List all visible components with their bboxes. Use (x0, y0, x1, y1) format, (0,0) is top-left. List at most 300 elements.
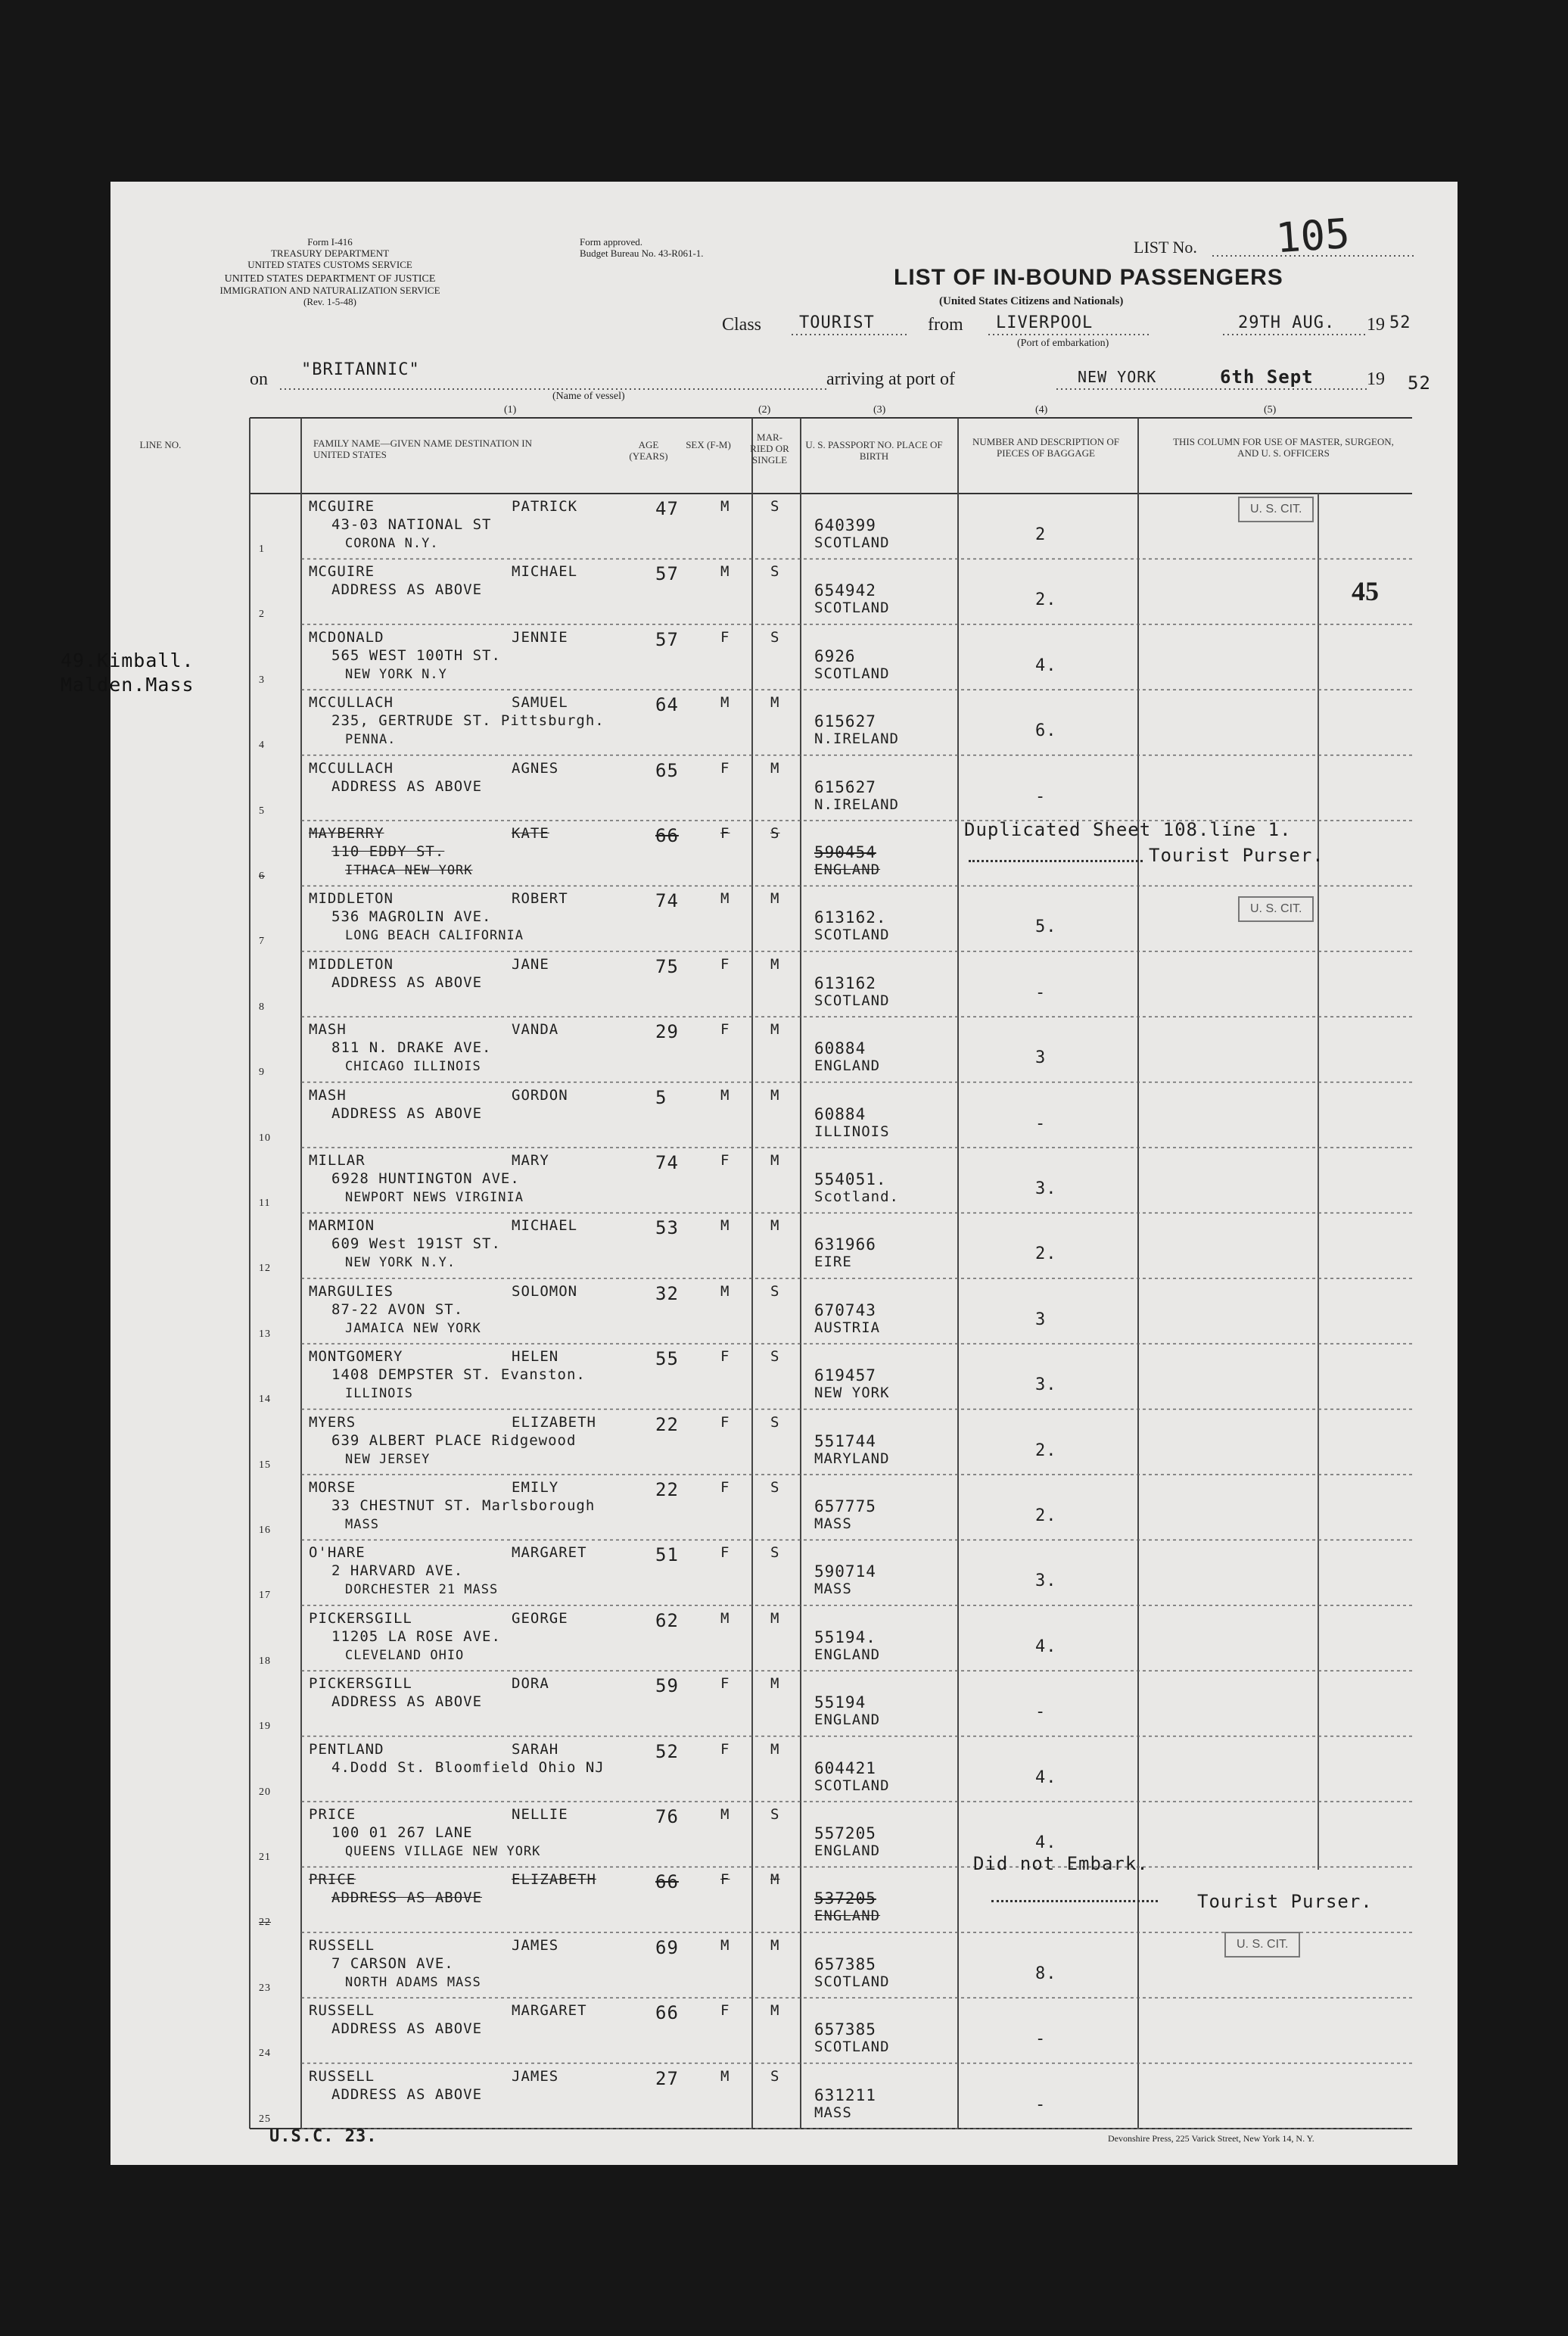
sex: M (720, 890, 730, 908)
family-name: PENTLAND (309, 1740, 384, 1758)
family-name: MCCULLACH (309, 694, 394, 712)
marital-status: M (770, 694, 780, 712)
line-number: 15 (259, 1459, 271, 1471)
baggage-count: 8. (1035, 1964, 1057, 1983)
family-name: RUSSELL (309, 2067, 375, 2085)
port-embark-caption: (Port of embarkation) (1017, 338, 1109, 349)
passport-number: 657385 (814, 2020, 876, 2039)
marital-status: M (770, 2002, 780, 2020)
line-number: 5 (259, 805, 265, 817)
family-name: RUSSELL (309, 1936, 375, 1954)
family-name: MARGULIES (309, 1282, 394, 1300)
place-of-birth: N.IRELAND (814, 730, 899, 748)
arriving-label: arriving at port of (826, 369, 955, 389)
sex: F (720, 1740, 730, 1758)
age: 57 (655, 628, 679, 650)
marital-status: M (770, 955, 780, 973)
col-header-baggage: NUMBER AND DESCRIPTION OF PIECES OF BAGGAGE (972, 436, 1119, 459)
marital-status: S (770, 1282, 780, 1300)
address-line-2: JAMAICA NEW YORK (345, 1320, 481, 1336)
marital-status: M (770, 1609, 780, 1627)
address-line-1: 100 01 267 LANE (331, 1824, 473, 1841)
table-row (110, 1736, 1412, 1802)
place-of-birth: SCOTLAND (814, 1777, 890, 1794)
given-name: GEORGE (512, 1609, 568, 1627)
sex: F (720, 1675, 730, 1693)
address-line-1: ADDRESS AS ABOVE (331, 777, 483, 795)
age: 62 (655, 1609, 679, 1631)
passport-number: 654942 (814, 581, 876, 600)
sex: F (720, 759, 730, 777)
age: 27 (655, 2067, 679, 2089)
table-row (110, 1409, 1412, 1475)
address-line-1: 43-03 NATIONAL ST (331, 516, 492, 533)
line-number: 14 (259, 1394, 271, 1406)
sex: F (720, 1152, 730, 1169)
address-line-1: ADDRESS AS ABOVE (331, 973, 483, 991)
given-name: ROBERT (512, 890, 568, 908)
arrival-port: NEW YORK (1078, 368, 1157, 386)
sex: F (720, 825, 730, 842)
given-name: KATE (512, 825, 549, 842)
line-number: 23 (259, 1982, 271, 1994)
col-num-4: (4) (1035, 404, 1048, 416)
given-name: MARGARET (512, 1544, 587, 1562)
place-of-birth: SCOTLAND (814, 534, 890, 551)
line-number: 2 (259, 609, 265, 621)
given-name: HELEN (512, 1348, 559, 1366)
form-title: LIST OF IN-BOUND PASSENGERS (894, 265, 1283, 290)
passport-number: 60884 (814, 1039, 866, 1058)
age: 69 (655, 1936, 679, 1958)
place-of-birth: ENGLAND (814, 1842, 881, 1859)
age: 74 (655, 890, 679, 912)
place-of-birth: SCOTLAND (814, 665, 890, 682)
given-name: DORA (512, 1675, 549, 1693)
age: 53 (655, 1217, 679, 1239)
vessel-caption: (Name of vessel) (552, 391, 625, 402)
address-line-1: 639 ALBERT PLACE Ridgewood (331, 1431, 577, 1449)
col-header-age: AGE (YEARS) (629, 439, 668, 462)
line-number: 18 (259, 1655, 271, 1667)
given-name: JENNIE (512, 628, 568, 646)
us-cit-stamp: U. S. CIT. (1224, 1932, 1300, 1958)
marital-status: M (770, 1675, 780, 1693)
table-row (110, 1475, 1412, 1540)
baggage-count: 3. (1035, 1375, 1057, 1395)
footer-form-code: U.S.C. 23. (269, 2127, 378, 2146)
baggage-count: - (1035, 1113, 1047, 1133)
passport-number: 604421 (814, 1758, 876, 1777)
address-line-1: 11205 LA ROSE AVE. (331, 1627, 501, 1645)
address-line-1: 235, GERTRUDE ST. Pittsburgh. (331, 712, 605, 730)
line-number: 10 (259, 1132, 271, 1144)
marital-status: M (770, 1871, 780, 1889)
family-name: PICKERSGILL (309, 1609, 412, 1627)
table-row (110, 1998, 1412, 2063)
sex: M (720, 1806, 730, 1823)
age: 64 (655, 694, 679, 716)
arrival-date: 6th Sept (1220, 366, 1314, 388)
class-value: TOURIST (799, 313, 875, 332)
age: 66 (655, 1871, 679, 1893)
sex: F (720, 2002, 730, 2020)
baggage-count: 4. (1035, 1833, 1057, 1852)
passport-number: 631211 (814, 2085, 876, 2104)
sex: M (720, 1282, 730, 1300)
given-name: VANDA (512, 1021, 559, 1039)
place-of-birth: AUSTRIA (814, 1319, 881, 1336)
age: 76 (655, 1806, 679, 1827)
given-name: SARAH (512, 1740, 559, 1758)
given-name: JAMES (512, 2067, 559, 2085)
place-of-birth: N.IRELAND (814, 796, 899, 813)
baggage-count: - (1035, 786, 1047, 806)
address-line-2: NEW JERSEY (345, 1451, 431, 1467)
table-row (110, 1606, 1412, 1671)
given-name: JANE (512, 955, 549, 973)
family-name: MCCULLACH (309, 759, 394, 777)
customs-service: UNITED STATES CUSTOMS SERVICE (247, 259, 412, 270)
baggage-count: - (1035, 983, 1047, 1002)
family-name: MAYBERRY (309, 825, 384, 842)
table-row (110, 952, 1412, 1017)
family-name: MCGUIRE (309, 498, 375, 515)
passport-number: 55194. (814, 1627, 876, 1646)
address-line-1: 110 EDDY ST. (331, 843, 445, 860)
place-of-birth: MARYLAND (814, 1450, 890, 1467)
place-of-birth: Scotland. (814, 1188, 899, 1205)
place-of-birth: ENGLAND (814, 861, 881, 878)
baggage-count: 6. (1035, 721, 1057, 741)
treasury-dept: TREASURY DEPARTMENT (270, 248, 390, 259)
table-row (110, 1082, 1412, 1148)
marital-status: M (770, 1086, 780, 1104)
budget-bureau: Budget Bureau No. 43-R061-1. (580, 248, 704, 259)
given-name: MICHAEL (512, 1217, 578, 1235)
baggage-count: 2. (1035, 1441, 1057, 1460)
address-line-1: 609 West 191ST ST. (331, 1235, 501, 1253)
table-row (110, 1279, 1412, 1344)
sex: F (720, 1871, 730, 1889)
address-line-1: 6928 HUNTINGTON AVE. (331, 1170, 520, 1187)
duplicated-note: Duplicated Sheet 108.line 1. (964, 819, 1292, 840)
col-header-line-no: LINE NO. (139, 439, 182, 450)
table-row (110, 1671, 1412, 1736)
age: 29 (655, 1021, 679, 1043)
baggage-count: - (1035, 2029, 1047, 2049)
age: 55 (655, 1348, 679, 1370)
table-row (110, 886, 1412, 951)
address-line-2: NEW YORK N.Y (345, 666, 447, 682)
side-number: 45 (1352, 576, 1379, 606)
sex: F (720, 1348, 730, 1366)
passport-number: 6926 (814, 646, 856, 665)
us-cit-stamp: U. S. CIT. (1238, 497, 1314, 522)
passport-number: 60884 (814, 1104, 866, 1123)
marital-status: M (770, 1740, 780, 1758)
passport-number: 537205 (814, 1889, 876, 1908)
baggage-count: 4. (1035, 1637, 1057, 1656)
given-name: ELIZABETH (512, 1413, 596, 1431)
baggage-count: 4. (1035, 656, 1057, 675)
sex: F (720, 955, 730, 973)
table-row (110, 1344, 1412, 1409)
address-line-1: ADDRESS AS ABOVE (331, 1889, 483, 1907)
baggage-count: 3. (1035, 1179, 1057, 1198)
address-line-1: ADDRESS AS ABOVE (331, 2085, 483, 2103)
place-of-birth: EIRE (814, 1254, 852, 1271)
family-name: PRICE (309, 1871, 356, 1889)
from-value: LIVERPOOL (996, 313, 1094, 332)
address-line-2: NEWPORT NEWS VIRGINIA (345, 1190, 524, 1205)
from-label: from (928, 315, 963, 335)
sail-date: 29TH AUG. (1238, 313, 1336, 332)
did-not-embark-note: Did not Embark. (973, 1853, 1149, 1874)
passport-number: 657385 (814, 1954, 876, 1973)
age: 66 (655, 825, 679, 846)
sex: M (720, 2067, 730, 2085)
family-name: MYERS (309, 1413, 356, 1431)
family-name: MILLAR (309, 1152, 366, 1169)
justice-dept: UNITED STATES DEPARTMENT OF JUSTICE (224, 273, 436, 285)
baggage-count: 3. (1035, 1571, 1057, 1591)
place-of-birth: SCOTLAND (814, 927, 890, 944)
given-name: MARGARET (512, 2002, 587, 2020)
given-name: SAMUEL (512, 694, 568, 712)
sex: M (720, 498, 730, 515)
given-name: MARY (512, 1152, 549, 1169)
marital-status: M (770, 1217, 780, 1235)
family-name: PICKERSGILL (309, 1675, 412, 1693)
form-revision: (Rev. 1-5-48) (303, 296, 356, 307)
baggage-count: - (1035, 2095, 1047, 2114)
address-line-2: DORCHESTER 21 MASS (345, 1582, 499, 1598)
passport-number: 613162 (814, 973, 876, 992)
place-of-birth: ENGLAND (814, 1057, 881, 1075)
col-header-married: MAR-RIED OR SINGLE (750, 431, 789, 466)
address-line-1: ADDRESS AS ABOVE (331, 2020, 483, 2038)
address-line-2: LONG BEACH CALIFORNIA (345, 928, 524, 944)
line-number: 3 (259, 674, 265, 686)
passport-number: 557205 (814, 1824, 876, 1842)
age: 57 (655, 563, 679, 585)
given-name: NELLIE (512, 1806, 568, 1823)
address-line-1: ADDRESS AS ABOVE (331, 1104, 483, 1122)
col-num-5: (5) (1264, 404, 1277, 416)
form-id: Form I-416 (307, 236, 353, 248)
margin-note-line-2: Malden.Mass (61, 674, 194, 696)
table-row (110, 559, 1412, 624)
marital-status: S (770, 1413, 780, 1431)
place-of-birth: SCOTLAND (814, 600, 890, 617)
age: 32 (655, 1282, 679, 1304)
baggage-count: 4. (1035, 1768, 1057, 1787)
col-header-sex: SEX (F-M) (686, 439, 731, 450)
line-number: 16 (259, 1525, 271, 1536)
on-label: on (250, 369, 268, 389)
arrival-year-prefix: 19 (1367, 369, 1385, 389)
passport-number: 55194 (814, 1693, 866, 1712)
line-number: 22 (259, 1917, 271, 1929)
sex: F (720, 628, 730, 646)
table-row (110, 1017, 1412, 1082)
place-of-birth: SCOTLAND (814, 1973, 890, 1990)
place-of-birth: NEW YORK (814, 1384, 890, 1402)
line-number: 7 (259, 936, 265, 948)
class-label: Class (722, 315, 762, 335)
place-of-birth: ENGLAND (814, 1646, 881, 1663)
age: 22 (655, 1479, 679, 1500)
signature-line (969, 860, 1143, 862)
line-number: 25 (259, 2113, 271, 2125)
sex: M (720, 694, 730, 712)
marital-status: S (770, 1806, 780, 1823)
address-line-1: 1408 DEMPSTER ST. Evanston. (331, 1366, 586, 1384)
line-number: 9 (259, 1067, 265, 1079)
signature-line (991, 1900, 1158, 1902)
family-name: MARMION (309, 1217, 375, 1235)
given-name: EMILY (512, 1479, 559, 1496)
place-of-birth: ENGLAND (814, 1712, 881, 1729)
address-line-1: 33 CHESTNUT ST. Marlsborough (331, 1497, 596, 1514)
year-value: 52 (1389, 313, 1411, 332)
age: 59 (655, 1675, 679, 1697)
place-of-birth: ILLINOIS (814, 1123, 890, 1140)
line-number: 11 (259, 1198, 271, 1209)
family-name: MASH (309, 1086, 347, 1104)
table-row (110, 624, 1412, 690)
line-number: 24 (259, 2048, 271, 2060)
table-row (110, 1148, 1412, 1213)
given-name: SOLOMON (512, 1282, 578, 1300)
baggage-count: - (1035, 1702, 1047, 1722)
address-line-2: CLEVELAND OHIO (345, 1647, 465, 1663)
family-name: PRICE (309, 1806, 356, 1823)
family-name: MORSE (309, 1479, 356, 1496)
given-name: GORDON (512, 1086, 568, 1104)
table-row (110, 2063, 1412, 2129)
table-row (110, 1213, 1412, 1278)
line-number: 1 (259, 544, 265, 555)
age: 5 (655, 1086, 667, 1108)
line-number: 17 (259, 1590, 271, 1602)
family-name: MASH (309, 1021, 347, 1039)
address-line-2: NEW YORK N.Y. (345, 1255, 456, 1271)
table-row (110, 690, 1412, 755)
marital-status: M (770, 759, 780, 777)
passport-number: 657775 (814, 1497, 876, 1515)
arrival-year: 52 (1408, 372, 1431, 394)
passport-number: 631966 (814, 1235, 876, 1254)
given-name: AGNES (512, 759, 559, 777)
marital-status: S (770, 1348, 780, 1366)
line-number: 12 (259, 1263, 271, 1275)
given-name: ELIZABETH (512, 1871, 596, 1889)
sex: F (720, 1021, 730, 1039)
marital-status: S (770, 628, 780, 646)
vessel-name: "BRITANNIC" (301, 360, 420, 379)
col-num-1: (1) (504, 404, 517, 416)
marital-status: S (770, 825, 780, 842)
age: 66 (655, 2002, 679, 2024)
address-line-1: 536 MAGROLIN AVE. (331, 908, 492, 926)
passport-number: 640399 (814, 516, 876, 534)
marital-status: M (770, 1936, 780, 1954)
line-number: 21 (259, 1852, 271, 1863)
passport-number: 551744 (814, 1431, 876, 1450)
address-line-2: QUEENS VILLAGE NEW YORK (345, 1844, 541, 1859)
line-number: 8 (259, 1001, 265, 1013)
line-number: 20 (259, 1786, 271, 1798)
table-row (110, 1802, 1412, 1867)
baggage-count: 3 (1035, 1048, 1047, 1068)
did-not-embark-purser: Tourist Purser. (1197, 1891, 1373, 1912)
sex: F (720, 1544, 730, 1562)
age: 75 (655, 955, 679, 977)
baggage-count: 3 (1035, 1310, 1047, 1329)
table-row (110, 1933, 1412, 1998)
passenger-manifest-sheet (110, 182, 1458, 2165)
baggage-count: 5. (1035, 917, 1057, 937)
ins-service: IMMIGRATION AND NATURALIZATION SERVICE (219, 285, 440, 296)
marital-status: M (770, 1152, 780, 1169)
col-num-2: (2) (758, 404, 771, 416)
address-line-2: PENNA. (345, 732, 397, 748)
place-of-birth: MASS (814, 1581, 852, 1598)
address-line-2: NORTH ADAMS MASS (345, 1974, 481, 1990)
form-approved: Form approved. (580, 236, 643, 248)
footer-printer: Devonshire Press, 225 Varick Street, New York 14, N. Y. (1108, 2133, 1314, 2144)
baggage-count: 2. (1035, 590, 1057, 610)
given-name: PATRICK (512, 498, 578, 515)
passport-number: 619457 (814, 1366, 876, 1385)
age: 65 (655, 759, 679, 781)
table-row (110, 494, 1412, 559)
baggage-count: 2 (1035, 525, 1047, 544)
sex: M (720, 1086, 730, 1104)
baggage-count: 2. (1035, 1506, 1057, 1525)
sex: M (720, 1217, 730, 1235)
sex: F (720, 1479, 730, 1496)
address-line-2: CHICAGO ILLINOIS (345, 1059, 481, 1075)
address-line-2: MASS (345, 1517, 379, 1532)
given-name: JAMES (512, 1936, 559, 1954)
age: 74 (655, 1152, 679, 1173)
family-name: O'HARE (309, 1544, 366, 1562)
marital-status: M (770, 890, 780, 908)
passport-number: 613162. (814, 908, 887, 927)
table-row (110, 1540, 1412, 1605)
table-row (110, 755, 1412, 821)
family-name: RUSSELL (309, 2002, 375, 2020)
passport-number: 554051. (814, 1170, 887, 1188)
marital-status: S (770, 1479, 780, 1496)
margin-note-line-1: 49.Kimball. (61, 649, 194, 671)
place-of-birth: MASS (814, 2104, 852, 2121)
address-line-1: ADDRESS AS ABOVE (331, 1693, 483, 1711)
address-line-2: ITHACA NEW YORK (345, 863, 473, 878)
place-of-birth: SCOTLAND (814, 2039, 890, 2056)
marital-status: M (770, 1021, 780, 1039)
passport-number: 615627 (814, 777, 876, 796)
address-line-1: ADDRESS AS ABOVE (331, 581, 483, 599)
address-line-2: ILLINOIS (345, 1386, 413, 1402)
col-num-3: (3) (873, 404, 886, 416)
family-name: MCGUIRE (309, 563, 375, 581)
col-header-passport: U. S. PASSPORT NO. PLACE OF BIRTH (805, 439, 943, 462)
place-of-birth: SCOTLAND (814, 992, 890, 1009)
